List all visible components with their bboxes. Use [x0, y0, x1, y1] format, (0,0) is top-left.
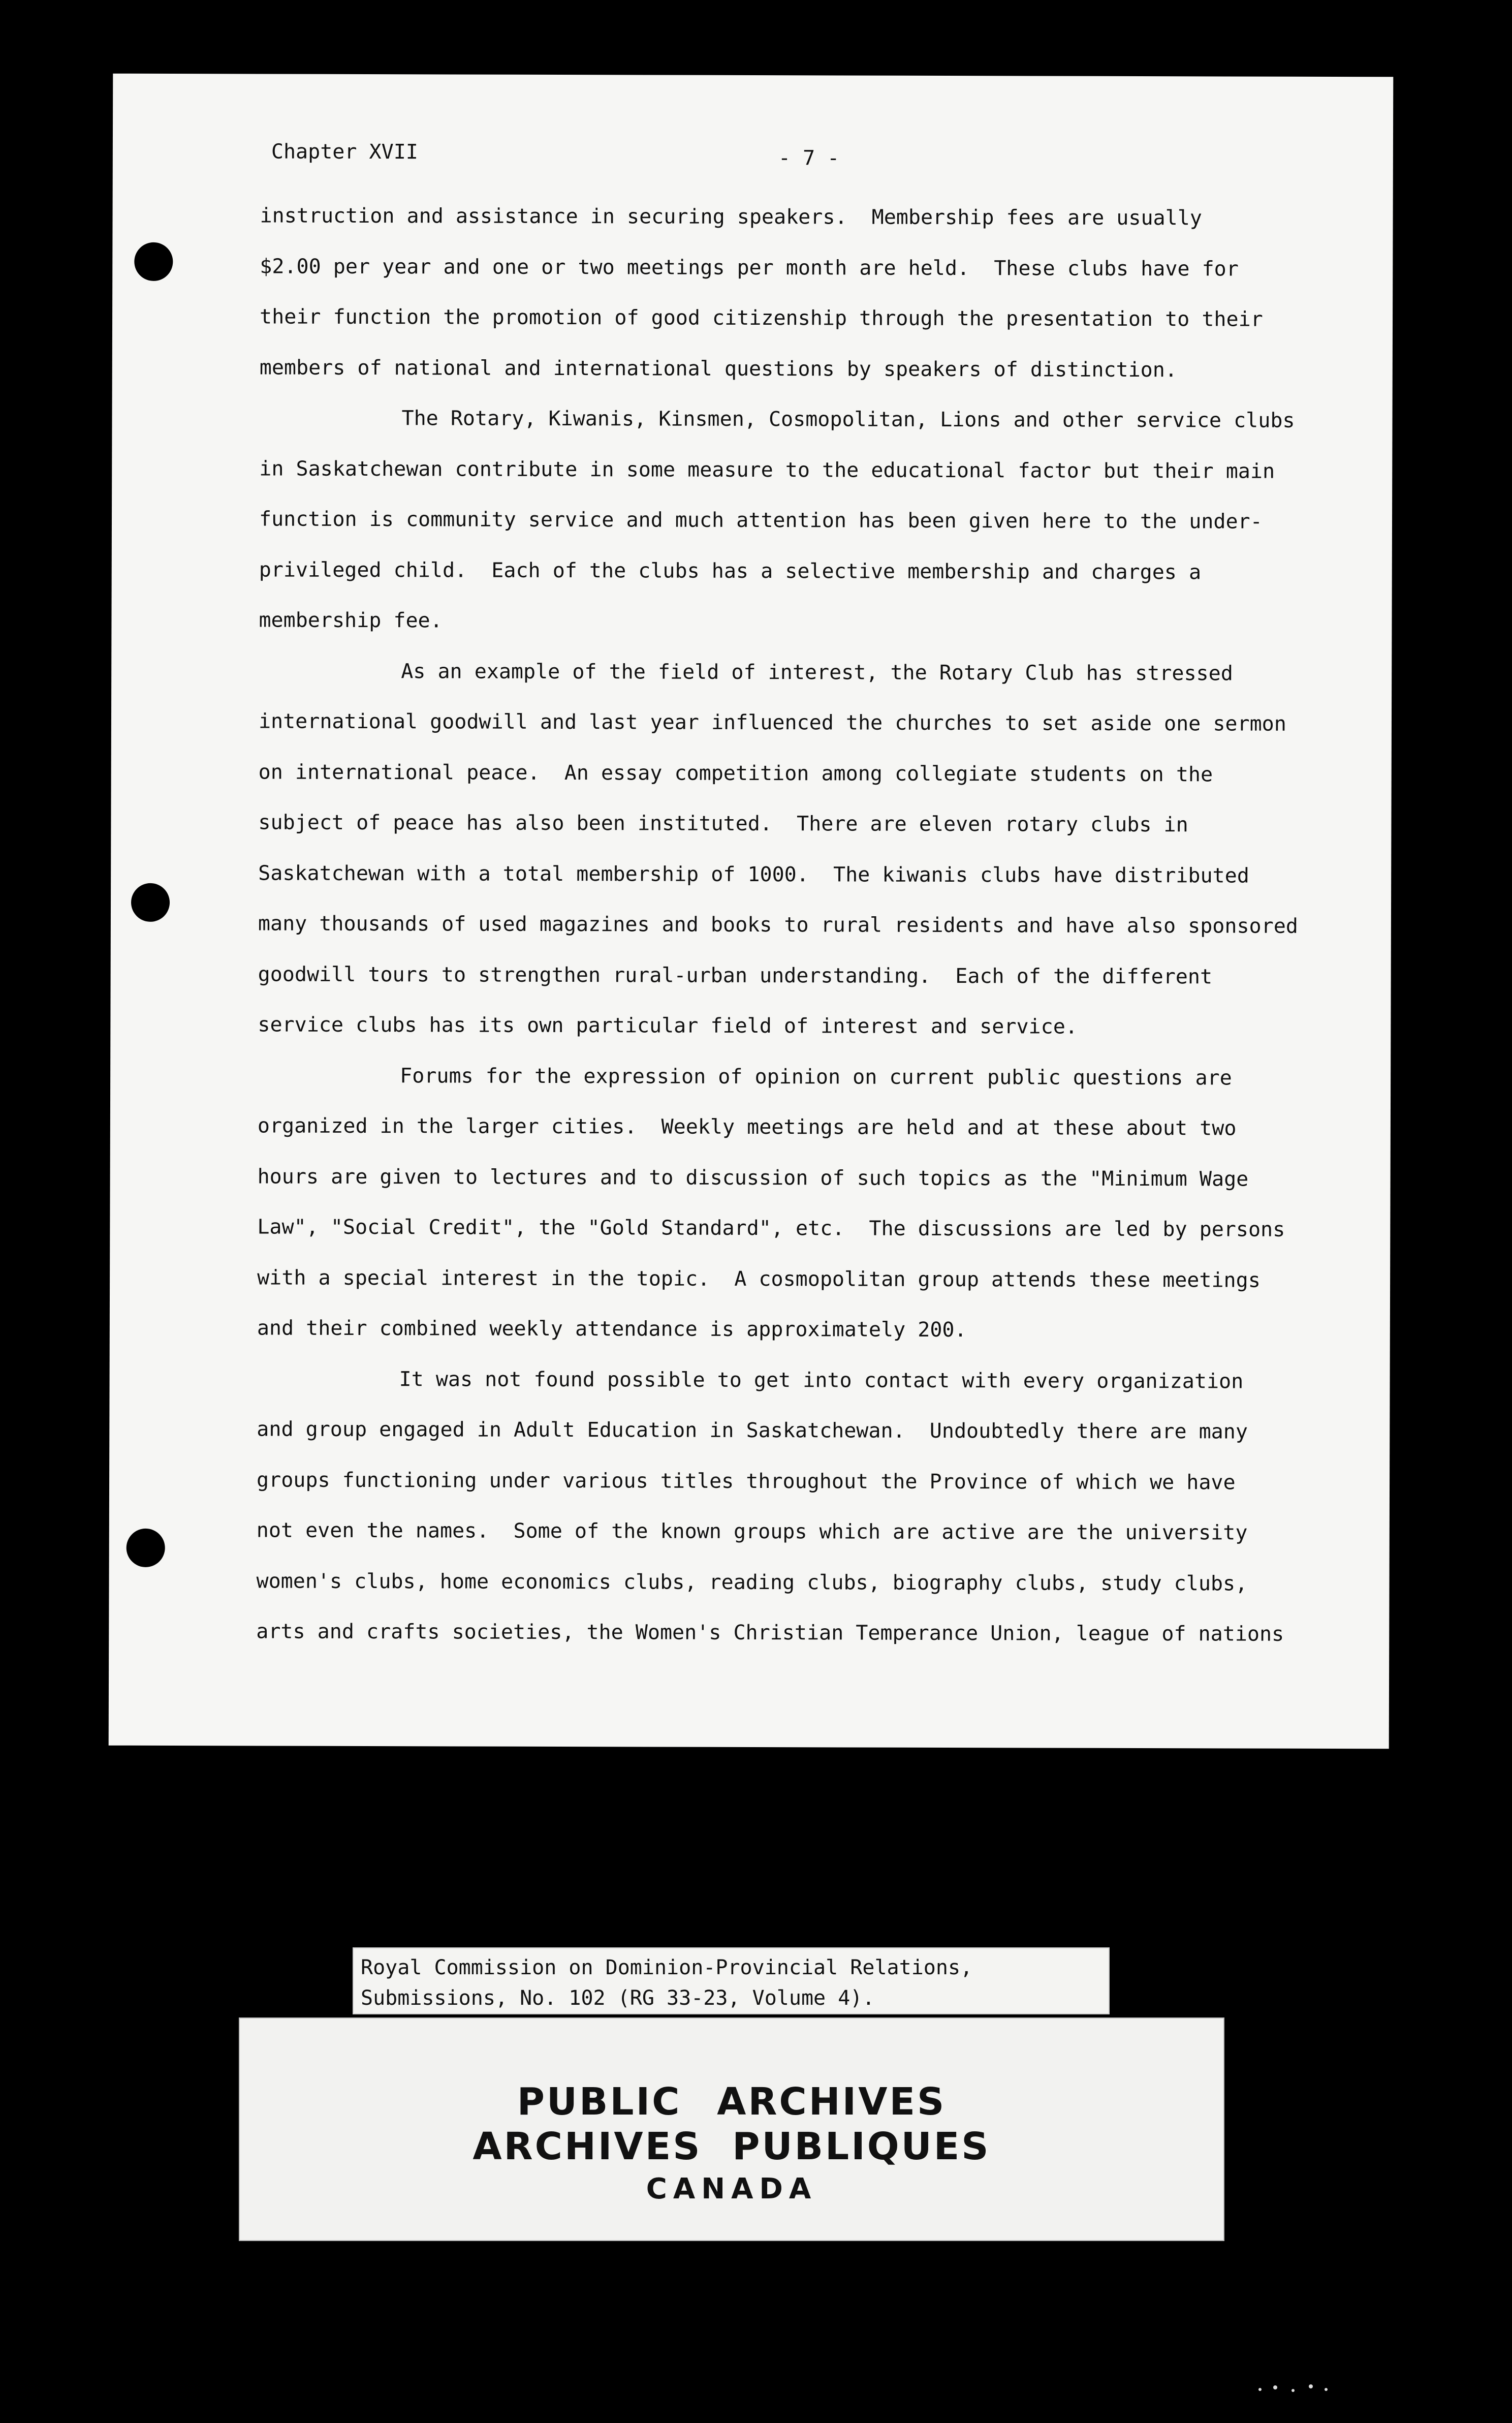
body-line: women's clubs, home economics clubs, reading clubs, biography clubs, study clubs, — [256, 1569, 1248, 1596]
body-line: As an example of the field of interest, the Rotary Club has stressed — [401, 659, 1233, 685]
body-line: function is community service and much attention has been given here to the under- — [259, 507, 1263, 534]
body-line: many thousands of used magazines and books to rural residents and have also sponsored — [258, 912, 1298, 938]
citation-line-1: Royal Commission on Dominion-Provincial Relations, — [361, 1956, 973, 1979]
body-line: The Rotary, Kiwanis, Kinsmen, Cosmopolitan, Lions and other service clubs — [401, 407, 1295, 432]
punch-hole-middle — [131, 883, 170, 922]
body-line: instruction and assistance in securing speakers. Membership fees are usually — [260, 204, 1202, 230]
punch-hole-bottom — [127, 1529, 165, 1567]
body-text — [256, 191, 1368, 1660]
citation-line-2: Submissions, No. 102 (RG 33-23, Volume 4). — [361, 1986, 875, 2010]
body-line: and group engaged in Adult Education in Saskatchewan. Undoubtedly there are many — [257, 1417, 1248, 1444]
body-line: not even the names. Some of the known groups which are active are the university — [256, 1518, 1248, 1545]
archive-stamp-french: ARCHIVES PUBLIQUES — [472, 2125, 991, 2168]
chapter-heading: Chapter XVII — [271, 140, 418, 164]
film-specks — [1255, 2383, 1336, 2394]
body-line: goodwill tours to strengthen rural-urban understanding. Each of the different — [258, 962, 1213, 988]
body-line: members of national and international questions by speakers of distinction. — [259, 355, 1178, 382]
body-line: membership fee. — [259, 608, 443, 633]
body-line: and their combined weekly attendance is approximately 200. — [257, 1316, 967, 1342]
body-line: $2.00 per year and one or two meetings per month are held. These clubs have for — [260, 254, 1239, 281]
body-line: Forums for the expression of opinion on current public questions are — [400, 1064, 1232, 1090]
body-line: organized in the larger cities. Weekly meetings are held and at these about two — [257, 1114, 1237, 1140]
body-line: groups functioning under various titles throughout the Province of which we have — [257, 1468, 1236, 1495]
body-line: service clubs has its own particular field of interest and service. — [258, 1013, 1078, 1039]
punch-hole-top — [134, 242, 173, 281]
body-line: in Saskatchewan contribute in some measure to the educational factor but their main — [259, 456, 1275, 483]
body-line: their function the promotion of good citizenship through the presentation to their — [259, 305, 1263, 331]
body-line: international goodwill and last year influenced the churches to set aside one sermon — [258, 709, 1286, 736]
body-line: Saskatchewan with a total membership of 1000. The kiwanis clubs have distributed — [258, 861, 1249, 888]
archive-stamp-english: PUBLIC ARCHIVES — [517, 2080, 947, 2124]
archive-stamp — [239, 2017, 1224, 2241]
body-line: subject of peace has also been instituted. There are eleven rotary clubs in — [258, 811, 1188, 837]
body-line: with a special interest in the topic. A cosmopolitan group attends these meetings — [257, 1265, 1261, 1292]
body-line: Law", "Social Credit", the "Gold Standard", etc. The discussions are led by persons — [257, 1215, 1285, 1241]
page-number: - 7 - — [778, 146, 840, 170]
body-line: hours are given to lectures and to discussion of such topics as the "Minimum Wage — [257, 1164, 1249, 1191]
citation-label — [353, 1947, 1110, 2014]
typewritten-page — [109, 74, 1394, 1749]
body-line: It was not found possible to get into contact with every organization — [399, 1367, 1244, 1393]
archive-stamp-country: CANADA — [646, 2172, 817, 2205]
body-line: arts and crafts societies, the Women's Christian Temperance Union, league of nations — [256, 1620, 1284, 1646]
body-line: on international peace. An essay competition among collegiate students on the — [258, 760, 1213, 786]
body-line: privileged child. Each of the clubs has a selective membership and charges a — [259, 557, 1202, 584]
